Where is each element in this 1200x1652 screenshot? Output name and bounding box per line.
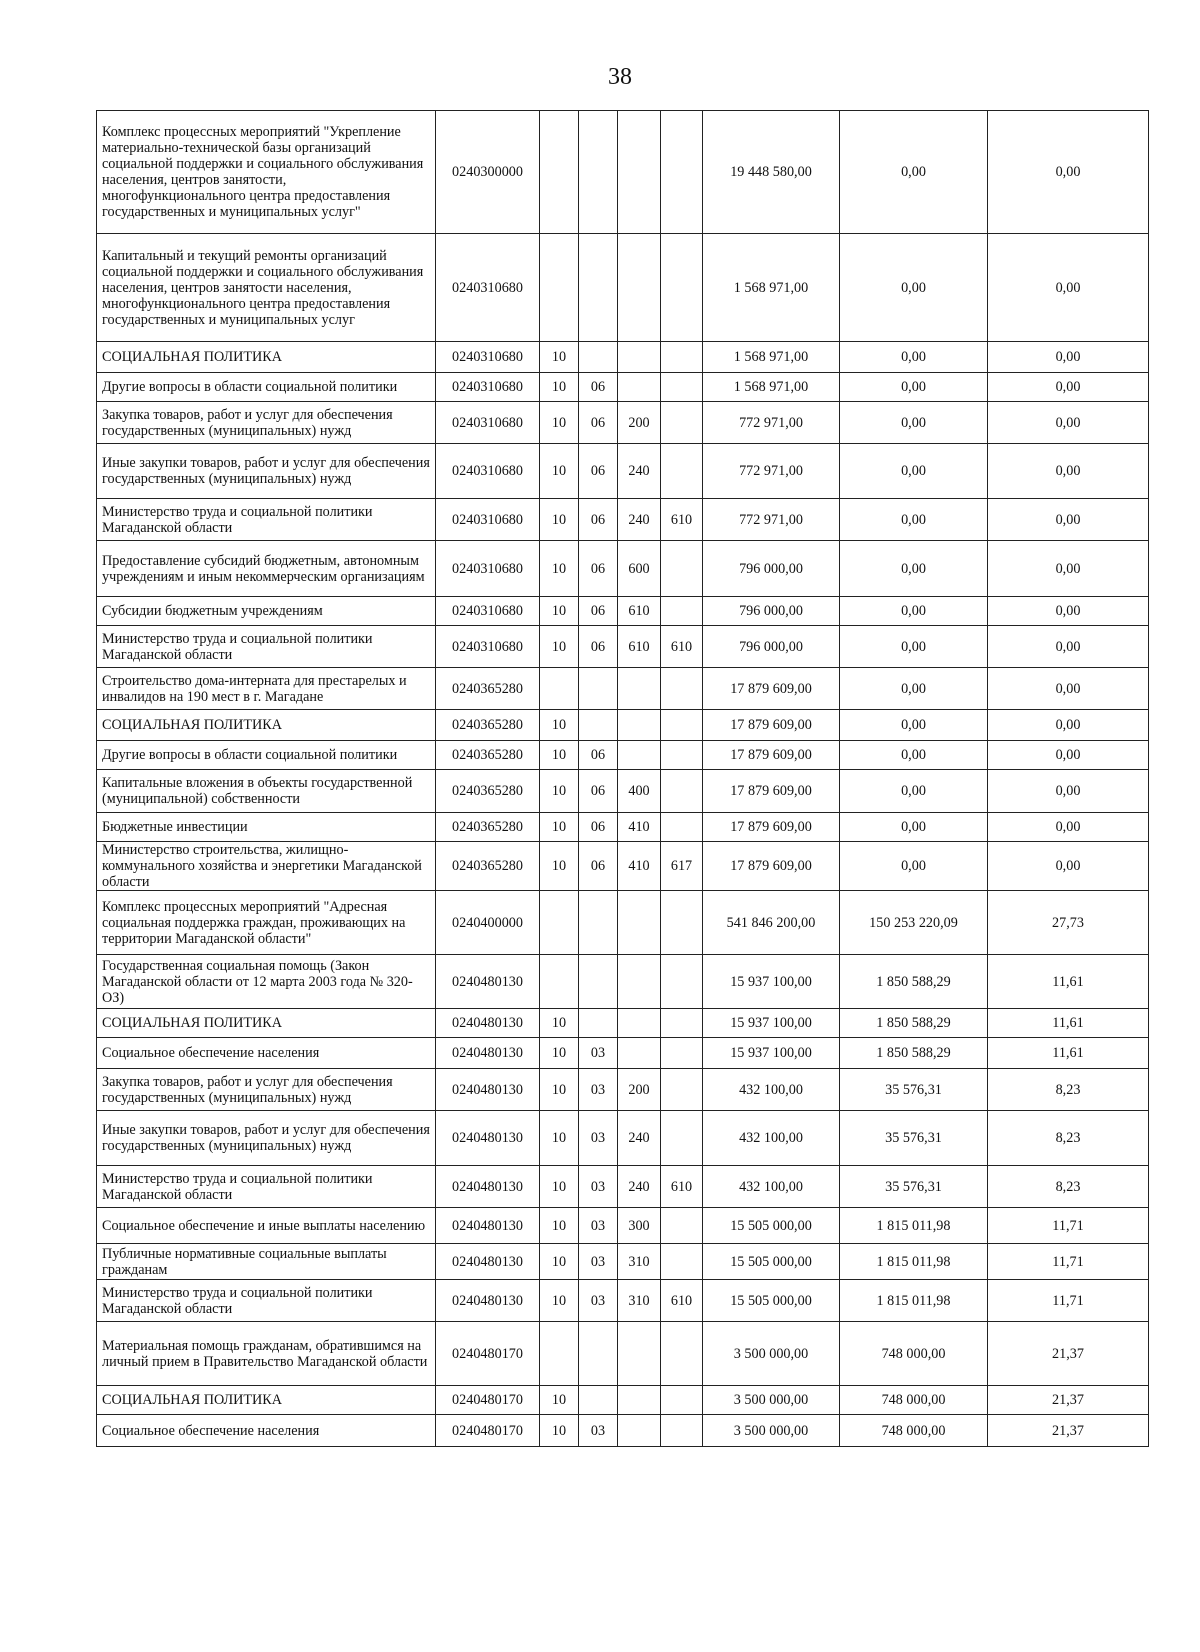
cell-planned: 541 846 200,00 [703, 891, 840, 955]
cell-percent: 0,00 [988, 111, 1149, 234]
cell-administrator: 610 [661, 1166, 703, 1208]
cell-name: Министерство труда и социальной политики Магаданской области [97, 626, 436, 668]
cell-name: Закупка товаров, работ и услуг для обеспечения государственных (муниципальных) нужд [97, 402, 436, 444]
cell-executed: 0,00 [840, 444, 988, 499]
cell-executed: 35 576,31 [840, 1069, 988, 1111]
cell-target-article: 0240480130 [436, 1111, 540, 1166]
cell-administrator [661, 1009, 703, 1038]
cell-expense-type: 310 [618, 1244, 661, 1280]
cell-executed: 0,00 [840, 770, 988, 813]
cell-percent: 0,00 [988, 597, 1149, 626]
cell-percent: 0,00 [988, 842, 1149, 891]
cell-planned: 15 937 100,00 [703, 955, 840, 1009]
cell-administrator [661, 891, 703, 955]
cell-section: 10 [540, 1415, 579, 1447]
cell-section: 10 [540, 373, 579, 402]
cell-section: 10 [540, 1038, 579, 1069]
cell-section [540, 1322, 579, 1386]
cell-target-article: 0240480170 [436, 1322, 540, 1386]
cell-target-article: 0240310680 [436, 444, 540, 499]
cell-planned: 17 879 609,00 [703, 668, 840, 710]
cell-expense-type: 410 [618, 842, 661, 891]
cell-planned: 15 505 000,00 [703, 1280, 840, 1322]
cell-subsection: 03 [579, 1111, 618, 1166]
cell-expense-type [618, 955, 661, 1009]
cell-percent: 21,37 [988, 1386, 1149, 1415]
cell-name: Капитальные вложения в объекты государственной (муниципальной) собственности [97, 770, 436, 813]
cell-planned: 3 500 000,00 [703, 1322, 840, 1386]
cell-subsection: 06 [579, 770, 618, 813]
cell-target-article: 0240365280 [436, 813, 540, 842]
cell-name: Капитальный и текущий ремонты организаций социальной поддержки и социального обслуживания населения, центров занятости населения, многофункционального центра предоставления государственных и муниципальных услуг [97, 234, 436, 342]
cell-percent: 0,00 [988, 668, 1149, 710]
cell-section [540, 955, 579, 1009]
cell-subsection [579, 342, 618, 373]
cell-section [540, 891, 579, 955]
table-row [97, 1069, 1149, 1111]
cell-expense-type [618, 668, 661, 710]
cell-subsection: 03 [579, 1166, 618, 1208]
cell-section: 10 [540, 1166, 579, 1208]
cell-name: Закупка товаров, работ и услуг для обеспечения государственных (муниципальных) нужд [97, 1069, 436, 1111]
cell-section: 10 [540, 402, 579, 444]
cell-planned: 15 937 100,00 [703, 1038, 840, 1069]
cell-name: Социальное обеспечение населения [97, 1415, 436, 1447]
cell-name: Социальное обеспечение и иные выплаты населению [97, 1208, 436, 1244]
table-row [97, 891, 1149, 955]
table-row [97, 770, 1149, 813]
cell-target-article: 0240480130 [436, 1038, 540, 1069]
cell-expense-type [618, 1415, 661, 1447]
cell-subsection [579, 1386, 618, 1415]
cell-subsection: 03 [579, 1208, 618, 1244]
cell-percent: 0,00 [988, 444, 1149, 499]
cell-subsection [579, 891, 618, 955]
cell-name: Министерство труда и социальной политики Магаданской области [97, 1166, 436, 1208]
cell-section: 10 [540, 813, 579, 842]
cell-expense-type [618, 373, 661, 402]
budget-table [96, 110, 1149, 1447]
cell-planned: 1 568 971,00 [703, 373, 840, 402]
cell-executed: 0,00 [840, 342, 988, 373]
table-row [97, 597, 1149, 626]
cell-executed: 0,00 [840, 541, 988, 597]
table-row [97, 741, 1149, 770]
cell-target-article: 0240400000 [436, 891, 540, 955]
cell-executed: 0,00 [840, 813, 988, 842]
cell-section: 10 [540, 1208, 579, 1244]
cell-section [540, 234, 579, 342]
cell-target-article: 0240365280 [436, 741, 540, 770]
cell-target-article: 0240310680 [436, 342, 540, 373]
cell-planned: 15 505 000,00 [703, 1208, 840, 1244]
cell-expense-type: 240 [618, 499, 661, 541]
cell-administrator: 617 [661, 842, 703, 891]
cell-executed: 1 815 011,98 [840, 1280, 988, 1322]
cell-administrator [661, 1415, 703, 1447]
cell-executed: 0,00 [840, 499, 988, 541]
cell-target-article: 0240480170 [436, 1386, 540, 1415]
cell-executed: 1 850 588,29 [840, 1038, 988, 1069]
cell-executed: 35 576,31 [840, 1166, 988, 1208]
cell-administrator [661, 402, 703, 444]
cell-section: 10 [540, 342, 579, 373]
cell-subsection [579, 1322, 618, 1386]
cell-planned: 17 879 609,00 [703, 842, 840, 891]
cell-executed: 0,00 [840, 234, 988, 342]
cell-subsection [579, 710, 618, 741]
cell-name: Предоставление субсидий бюджетным, автономным учреждениям и иным некоммерческим организациям [97, 541, 436, 597]
cell-name: Государственная социальная помощь (Закон Магаданской области от 12 марта 2003 года № 320-ОЗ) [97, 955, 436, 1009]
cell-name: Материальная помощь гражданам, обратившимся на личный прием в Правительство Магаданской области [97, 1322, 436, 1386]
cell-section: 10 [540, 1009, 579, 1038]
cell-target-article: 0240480130 [436, 1069, 540, 1111]
cell-subsection: 06 [579, 842, 618, 891]
table-row [97, 234, 1149, 342]
cell-subsection [579, 111, 618, 234]
cell-percent: 0,00 [988, 342, 1149, 373]
cell-executed: 1 815 011,98 [840, 1208, 988, 1244]
cell-percent: 11,71 [988, 1208, 1149, 1244]
cell-percent: 0,00 [988, 541, 1149, 597]
cell-administrator [661, 813, 703, 842]
cell-planned: 17 879 609,00 [703, 741, 840, 770]
cell-section: 10 [540, 1111, 579, 1166]
cell-percent: 21,37 [988, 1415, 1149, 1447]
cell-target-article: 0240310680 [436, 402, 540, 444]
cell-percent: 8,23 [988, 1166, 1149, 1208]
table-row [97, 1244, 1149, 1280]
table-row [97, 111, 1149, 234]
cell-expense-type: 410 [618, 813, 661, 842]
cell-subsection: 03 [579, 1280, 618, 1322]
cell-subsection: 06 [579, 741, 618, 770]
cell-expense-type [618, 342, 661, 373]
cell-executed: 748 000,00 [840, 1415, 988, 1447]
cell-expense-type: 400 [618, 770, 661, 813]
cell-executed: 1 815 011,98 [840, 1244, 988, 1280]
cell-target-article: 0240310680 [436, 541, 540, 597]
cell-name: Другие вопросы в области социальной политики [97, 741, 436, 770]
cell-expense-type [618, 1009, 661, 1038]
table-row [97, 402, 1149, 444]
cell-name: Министерство строительства, жилищно-коммунального хозяйства и энергетики Магаданской области [97, 842, 436, 891]
cell-target-article: 0240480130 [436, 1208, 540, 1244]
cell-target-article: 0240480130 [436, 1280, 540, 1322]
cell-administrator [661, 111, 703, 234]
cell-expense-type: 200 [618, 1069, 661, 1111]
cell-administrator [661, 597, 703, 626]
cell-percent: 11,71 [988, 1280, 1149, 1322]
cell-executed: 35 576,31 [840, 1111, 988, 1166]
cell-subsection: 06 [579, 597, 618, 626]
cell-planned: 1 568 971,00 [703, 342, 840, 373]
cell-administrator [661, 1038, 703, 1069]
cell-section: 10 [540, 444, 579, 499]
cell-executed: 0,00 [840, 111, 988, 234]
cell-executed: 0,00 [840, 710, 988, 741]
page-number: 38 [608, 64, 632, 90]
cell-subsection [579, 668, 618, 710]
cell-executed: 0,00 [840, 402, 988, 444]
cell-planned: 772 971,00 [703, 444, 840, 499]
cell-planned: 796 000,00 [703, 597, 840, 626]
cell-executed: 1 850 588,29 [840, 955, 988, 1009]
table-row [97, 813, 1149, 842]
cell-section: 10 [540, 842, 579, 891]
cell-administrator [661, 741, 703, 770]
cell-name: СОЦИАЛЬНАЯ ПОЛИТИКА [97, 342, 436, 373]
cell-target-article: 0240480170 [436, 1415, 540, 1447]
cell-section: 10 [540, 741, 579, 770]
cell-expense-type [618, 891, 661, 955]
table-row [97, 1166, 1149, 1208]
cell-planned: 796 000,00 [703, 626, 840, 668]
cell-administrator [661, 1111, 703, 1166]
cell-percent: 8,23 [988, 1069, 1149, 1111]
cell-target-article: 0240310680 [436, 597, 540, 626]
cell-name: Бюджетные инвестиции [97, 813, 436, 842]
cell-subsection: 06 [579, 626, 618, 668]
table-row [97, 1386, 1149, 1415]
cell-expense-type: 240 [618, 444, 661, 499]
cell-name: Субсидии бюджетным учреждениям [97, 597, 436, 626]
cell-section: 10 [540, 710, 579, 741]
cell-target-article: 0240365280 [436, 770, 540, 813]
cell-planned: 15 937 100,00 [703, 1009, 840, 1038]
cell-percent: 11,61 [988, 955, 1149, 1009]
cell-target-article: 0240480130 [436, 1244, 540, 1280]
cell-subsection: 06 [579, 499, 618, 541]
cell-target-article: 0240310680 [436, 499, 540, 541]
cell-expense-type: 200 [618, 402, 661, 444]
cell-section: 10 [540, 499, 579, 541]
cell-administrator [661, 955, 703, 1009]
cell-executed: 0,00 [840, 626, 988, 668]
cell-subsection: 06 [579, 541, 618, 597]
cell-percent: 0,00 [988, 234, 1149, 342]
cell-administrator [661, 541, 703, 597]
table-row [97, 444, 1149, 499]
cell-administrator [661, 710, 703, 741]
cell-executed: 150 253 220,09 [840, 891, 988, 955]
cell-section: 10 [540, 1280, 579, 1322]
cell-subsection [579, 955, 618, 1009]
table-row [97, 1415, 1149, 1447]
cell-administrator [661, 668, 703, 710]
cell-percent: 0,00 [988, 402, 1149, 444]
cell-name: Иные закупки товаров, работ и услуг для обеспечения государственных (муниципальных) нужд [97, 444, 436, 499]
cell-subsection: 06 [579, 373, 618, 402]
cell-name: СОЦИАЛЬНАЯ ПОЛИТИКА [97, 1386, 436, 1415]
table-row [97, 842, 1149, 891]
cell-expense-type [618, 710, 661, 741]
cell-percent: 0,00 [988, 770, 1149, 813]
table-row [97, 710, 1149, 741]
cell-administrator: 610 [661, 1280, 703, 1322]
cell-name: Министерство труда и социальной политики Магаданской области [97, 499, 436, 541]
table-row [97, 1280, 1149, 1322]
table-row [97, 373, 1149, 402]
cell-percent: 21,37 [988, 1322, 1149, 1386]
cell-target-article: 0240365280 [436, 668, 540, 710]
cell-expense-type: 240 [618, 1166, 661, 1208]
cell-planned: 432 100,00 [703, 1111, 840, 1166]
cell-planned: 772 971,00 [703, 499, 840, 541]
cell-executed: 0,00 [840, 373, 988, 402]
table-row [97, 668, 1149, 710]
cell-subsection [579, 1009, 618, 1038]
cell-planned: 1 568 971,00 [703, 234, 840, 342]
cell-planned: 772 971,00 [703, 402, 840, 444]
cell-percent: 0,00 [988, 626, 1149, 668]
cell-subsection: 06 [579, 813, 618, 842]
cell-executed: 0,00 [840, 668, 988, 710]
cell-section [540, 668, 579, 710]
cell-executed: 1 850 588,29 [840, 1009, 988, 1038]
cell-target-article: 0240480130 [436, 955, 540, 1009]
cell-expense-type: 610 [618, 626, 661, 668]
cell-section: 10 [540, 597, 579, 626]
cell-name: Строительство дома-интерната для престарелых и инвалидов на 190 мест в г. Магадане [97, 668, 436, 710]
cell-expense-type: 300 [618, 1208, 661, 1244]
cell-section: 10 [540, 1386, 579, 1415]
cell-administrator [661, 1244, 703, 1280]
cell-section: 10 [540, 1244, 579, 1280]
cell-planned: 432 100,00 [703, 1069, 840, 1111]
table-row [97, 1208, 1149, 1244]
cell-administrator: 610 [661, 499, 703, 541]
cell-planned: 432 100,00 [703, 1166, 840, 1208]
cell-planned: 15 505 000,00 [703, 1244, 840, 1280]
cell-expense-type [618, 1386, 661, 1415]
cell-section: 10 [540, 1069, 579, 1111]
cell-administrator [661, 234, 703, 342]
cell-name: Комплекс процессных мероприятий "Адресная социальная поддержка граждан, проживающих на территории Магаданской области" [97, 891, 436, 955]
cell-subsection: 03 [579, 1244, 618, 1280]
table-row [97, 1322, 1149, 1386]
cell-target-article: 0240300000 [436, 111, 540, 234]
cell-expense-type [618, 234, 661, 342]
cell-name: Другие вопросы в области социальной политики [97, 373, 436, 402]
cell-planned: 3 500 000,00 [703, 1386, 840, 1415]
cell-executed: 748 000,00 [840, 1322, 988, 1386]
cell-name: Комплекс процессных мероприятий "Укрепление материально-технической базы организаций социальной поддержки и социального обслуживания населения, центров занятости, многофункционального центра предоставления государственных и муниципальных услуг" [97, 111, 436, 234]
table-row [97, 342, 1149, 373]
cell-target-article: 0240310680 [436, 373, 540, 402]
cell-expense-type [618, 111, 661, 234]
cell-executed: 0,00 [840, 741, 988, 770]
cell-percent: 8,23 [988, 1111, 1149, 1166]
cell-name: СОЦИАЛЬНАЯ ПОЛИТИКА [97, 710, 436, 741]
cell-administrator [661, 342, 703, 373]
cell-section: 10 [540, 541, 579, 597]
table-row [97, 626, 1149, 668]
cell-name: Социальное обеспечение населения [97, 1038, 436, 1069]
cell-expense-type [618, 1322, 661, 1386]
cell-percent: 11,61 [988, 1038, 1149, 1069]
cell-subsection: 06 [579, 402, 618, 444]
table-row [97, 1111, 1149, 1166]
cell-target-article: 0240480130 [436, 1009, 540, 1038]
cell-percent: 0,00 [988, 373, 1149, 402]
cell-planned: 19 448 580,00 [703, 111, 840, 234]
cell-target-article: 0240365280 [436, 842, 540, 891]
cell-subsection: 03 [579, 1415, 618, 1447]
cell-expense-type: 610 [618, 597, 661, 626]
cell-expense-type [618, 741, 661, 770]
cell-executed: 0,00 [840, 597, 988, 626]
cell-name: Публичные нормативные социальные выплаты гражданам [97, 1244, 436, 1280]
cell-section: 10 [540, 626, 579, 668]
cell-target-article: 0240310680 [436, 626, 540, 668]
cell-planned: 3 500 000,00 [703, 1415, 840, 1447]
cell-percent: 11,61 [988, 1009, 1149, 1038]
table-row [97, 499, 1149, 541]
cell-expense-type: 600 [618, 541, 661, 597]
cell-subsection: 03 [579, 1038, 618, 1069]
cell-target-article: 0240310680 [436, 234, 540, 342]
table-row [97, 541, 1149, 597]
cell-expense-type: 310 [618, 1280, 661, 1322]
cell-section: 10 [540, 770, 579, 813]
cell-expense-type [618, 1038, 661, 1069]
cell-percent: 0,00 [988, 813, 1149, 842]
cell-planned: 17 879 609,00 [703, 813, 840, 842]
cell-percent: 0,00 [988, 741, 1149, 770]
cell-administrator [661, 373, 703, 402]
cell-percent: 0,00 [988, 710, 1149, 741]
cell-executed: 748 000,00 [840, 1386, 988, 1415]
cell-percent: 11,71 [988, 1244, 1149, 1280]
table-row [97, 1009, 1149, 1038]
cell-administrator [661, 1208, 703, 1244]
cell-planned: 17 879 609,00 [703, 710, 840, 741]
cell-administrator [661, 444, 703, 499]
cell-administrator: 610 [661, 626, 703, 668]
cell-percent: 0,00 [988, 499, 1149, 541]
cell-administrator [661, 770, 703, 813]
table-row [97, 1038, 1149, 1069]
cell-planned: 17 879 609,00 [703, 770, 840, 813]
cell-subsection: 03 [579, 1069, 618, 1111]
cell-expense-type: 240 [618, 1111, 661, 1166]
cell-administrator [661, 1069, 703, 1111]
cell-administrator [661, 1322, 703, 1386]
cell-name: Иные закупки товаров, работ и услуг для обеспечения государственных (муниципальных) нужд [97, 1111, 436, 1166]
cell-name: Министерство труда и социальной политики Магаданской области [97, 1280, 436, 1322]
cell-executed: 0,00 [840, 842, 988, 891]
cell-administrator [661, 1386, 703, 1415]
cell-planned: 796 000,00 [703, 541, 840, 597]
cell-name: СОЦИАЛЬНАЯ ПОЛИТИКА [97, 1009, 436, 1038]
table-row [97, 955, 1149, 1009]
budget-table-body [97, 111, 1149, 1447]
cell-percent: 27,73 [988, 891, 1149, 955]
cell-section [540, 111, 579, 234]
cell-subsection: 06 [579, 444, 618, 499]
cell-target-article: 0240480130 [436, 1166, 540, 1208]
cell-target-article: 0240365280 [436, 710, 540, 741]
cell-subsection [579, 234, 618, 342]
